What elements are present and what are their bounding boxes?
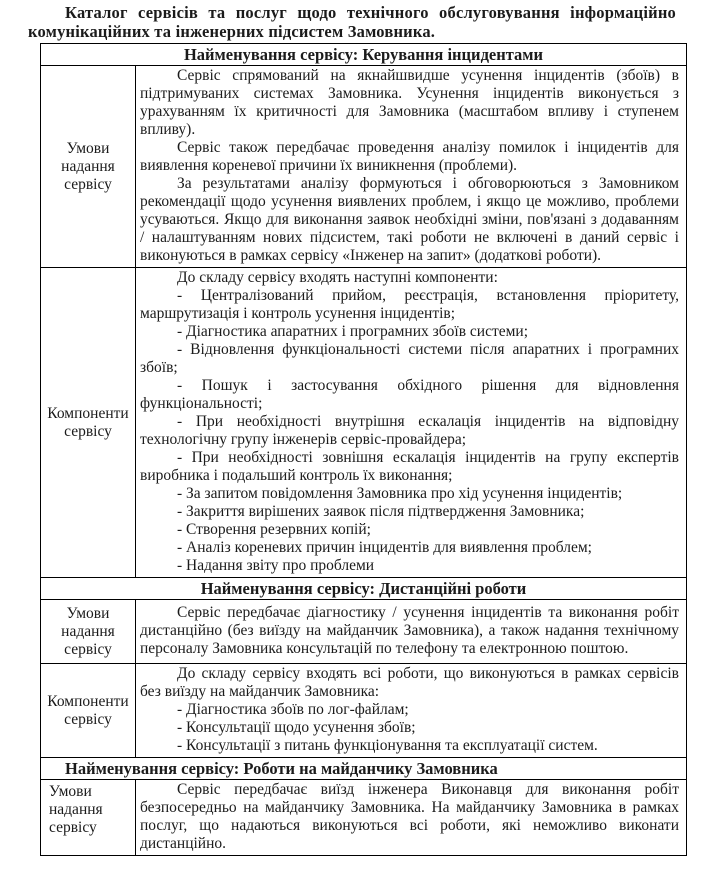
paragraph: Сервіс передбачає виїзд інженера Виконавця для виконання робіт безпосередньо на майданчику Замовника. На майданчику Замовника в рамках послуг, що надаються виконуються всі роботи, які неможливо виконати дистанційно. bbox=[140, 781, 679, 852]
row-label-service-conditions: Умови надання сервісу bbox=[41, 600, 136, 664]
list-item: - При необхідності внутрішня ескалація інцидентів на відповідну технологічну групу інженерів сервіс-провайдера; bbox=[140, 413, 679, 448]
list-item: - Аналіз кореневих причин інцидентів для виявлення проблем; bbox=[177, 539, 592, 556]
list-item: - Консультації з питань функціонування та експлуатації систем. bbox=[177, 737, 598, 754]
section-header-remote-works: Найменування сервісу: Дистанційні роботи bbox=[41, 578, 687, 600]
list-item: - Створення резервних копій; bbox=[177, 521, 371, 538]
list-item: - За запитом повідомлення Замовника про хід усунення інцидентів; bbox=[177, 485, 623, 502]
table-row bbox=[41, 66, 687, 268]
section-header-onsite-works: Найменування сервісу: Роботи на майданчику Замовника bbox=[41, 758, 687, 780]
paragraph: Сервіс спрямований на якнайшвидше усунення інцидентів (збоїв) в підтримуваних системах Замовника. Усунення інцидентів виконується з урахуванням їх критичності для Замовника (масштабом впливу і ступенем впливу). bbox=[140, 67, 679, 138]
document-page bbox=[0, 3, 701, 856]
paragraph: Сервіс передбачає діагностику / усунення інцидентів та виконання робіт дистанційно (без виїзду на майданчик Замовника), а також надання технічному персоналу Замовника консультацій по телефону та електронною поштою. bbox=[140, 604, 679, 657]
table-row bbox=[41, 268, 687, 578]
list-item: - Закриття вирішених заявок після підтвердження Замовника; bbox=[177, 503, 585, 520]
row-content-service-components bbox=[136, 268, 687, 578]
list-item: - Пошук і застосування обхідного рішення для відновлення функціональності; bbox=[140, 377, 679, 412]
list-item: - Діагностика апаратних і програмних збоїв системи; bbox=[177, 323, 529, 340]
row-label-service-conditions: Умови надання сервісу bbox=[41, 780, 136, 856]
list-item: - Централізований прийом, реєстрація, встановлення пріоритету, маршрутизація і контроль усунення інцидентів; bbox=[140, 287, 679, 322]
service-catalog-table bbox=[40, 43, 687, 856]
paragraph: До складу сервісу входять всі роботи, що виконуються в рамках сервісів без виїзду на майданчик Замовника: bbox=[140, 665, 679, 700]
row-content-service-conditions bbox=[136, 66, 687, 268]
list-item: - Консультації щодо усунення збоїв; bbox=[177, 719, 416, 736]
table-row bbox=[41, 664, 687, 758]
document-title: Каталог сервісів та послуг щодо технічного обслуговування інформаційно комунікаційних та інженерних підсистем Замовника. bbox=[28, 3, 676, 41]
list-item: - Надання звіту про проблеми bbox=[177, 557, 375, 574]
section-header-row bbox=[41, 758, 687, 780]
table-row bbox=[41, 780, 687, 856]
table-row bbox=[41, 600, 687, 664]
row-content-service-components bbox=[136, 664, 687, 758]
list-item: - При необхідності зовнішня ескалація інцидентів на групу експертів виробника і подальший контроль їх виконання; bbox=[140, 449, 679, 484]
row-label-service-conditions: Умови надання сервісу bbox=[41, 66, 136, 268]
section-header-row bbox=[41, 578, 687, 600]
row-content-service-conditions bbox=[136, 780, 687, 856]
paragraph: До складу сервісу входять наступні компоненти: bbox=[177, 269, 498, 286]
paragraph: Сервіс також передбачає проведення аналізу помилок і інцидентів для виявлення кореневої причини їх виникнення (проблеми). bbox=[140, 139, 679, 174]
list-item: - Діагностика збоїв по лог-файлам; bbox=[177, 701, 409, 718]
row-content-service-conditions bbox=[136, 600, 687, 664]
section-header-incident-management: Найменування сервісу: Керування інцидентами bbox=[41, 44, 687, 66]
row-label-service-components: Компоненти сервісу bbox=[41, 268, 136, 578]
section-header-row bbox=[41, 44, 687, 66]
paragraph: За результатами аналізу формуються і обговорюються з Замовником рекомендації щодо усунення виявлених проблем, і якщо це можливо, проблеми усуваються. Якщо для виконання заявок необхідні зміни, пов'язані з додаванням / налаштуванням нових підсистем, такі роботи не включені в даний сервіс і виконуються в рамках сервісу «Інженер на запит» (додаткові роботи). bbox=[140, 175, 679, 264]
list-item: - Відновлення функціональності системи після апаратних і програмних збоїв; bbox=[140, 341, 679, 376]
row-label-service-components: Компоненти сервісу bbox=[41, 664, 136, 758]
